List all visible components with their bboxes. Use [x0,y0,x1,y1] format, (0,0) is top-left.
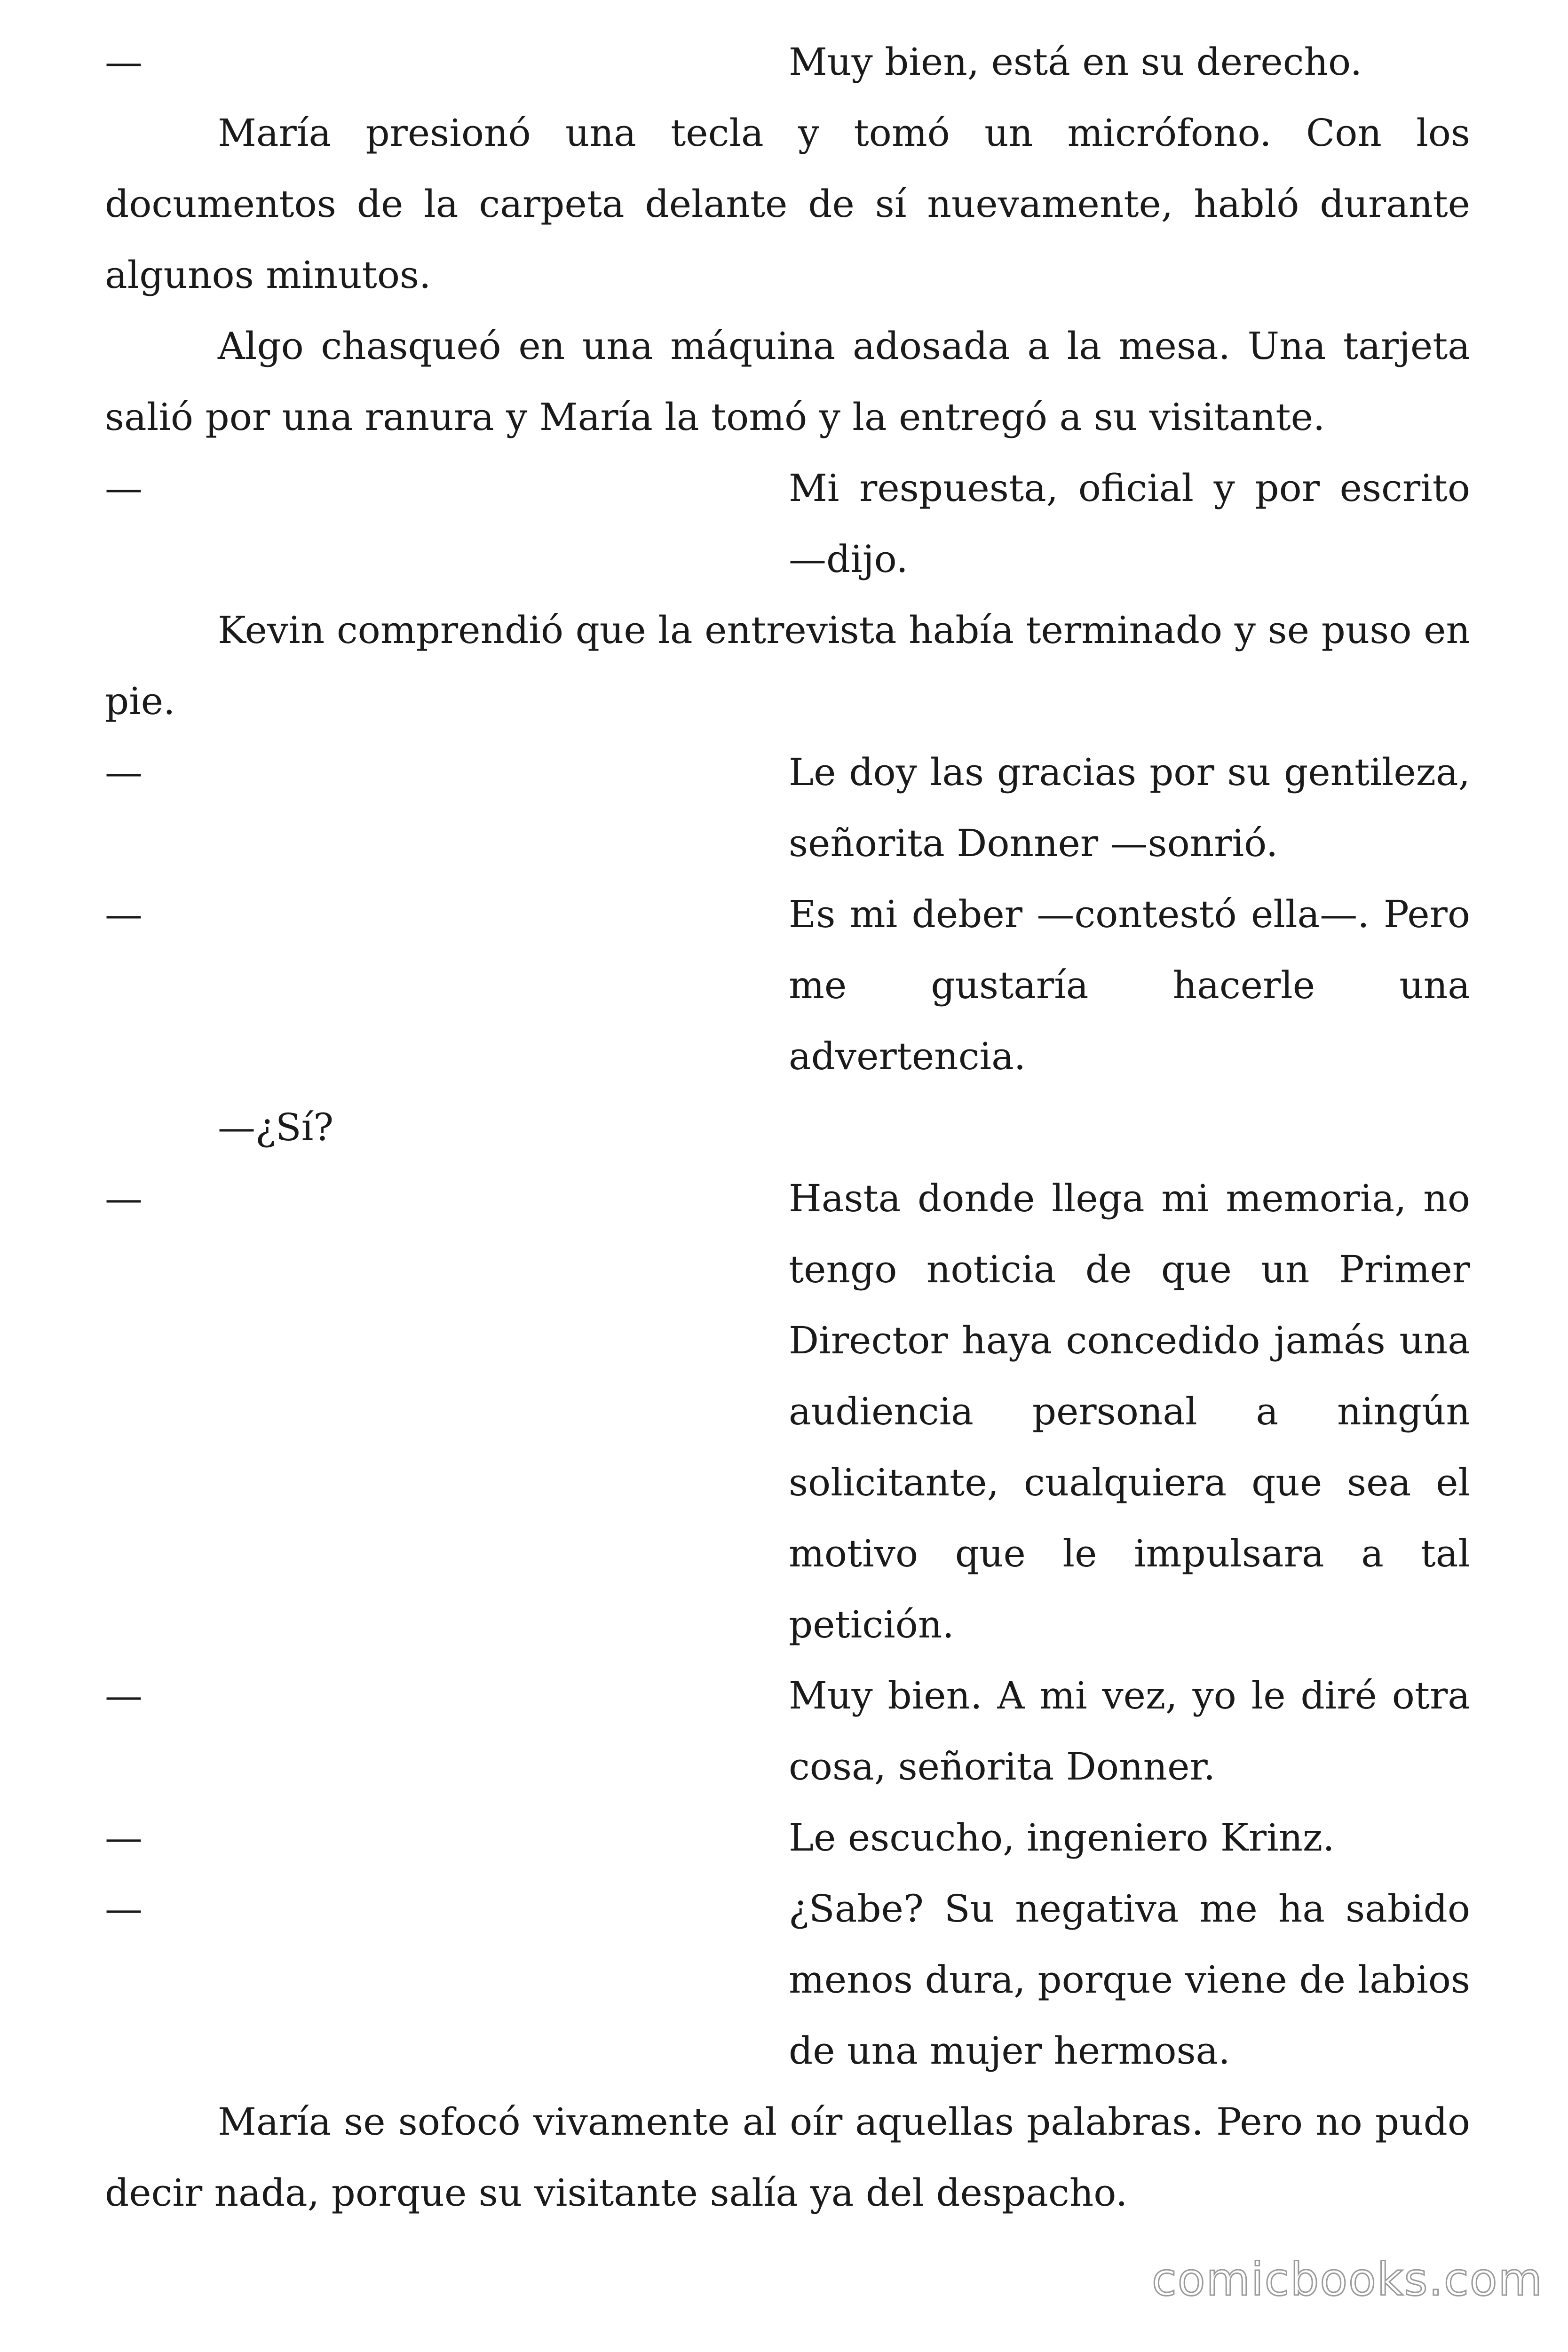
dialogue-short: —¿Sí? [218,1105,334,1149]
paragraph: Algo chasqueó en una máquina adosada a la mesa. Una tarjeta salió por una ranura y María la tomó y la entregó a su visitante. [105,324,1470,439]
page-body [105,26,1470,2228]
dialogue-dash: — [105,1674,143,1717]
dialogue-line [105,453,1470,595]
dialogue-text: Muy bien, está en su derecho. [789,40,1362,84]
dialogue-line [105,1660,1470,1802]
dialogue-dash: — [105,1887,143,1931]
dialogue-text: Hasta donde llega mi memoria, no tengo noticia de que un Primer Director haya concedido jamás una audiencia personal a ningún solicitante, cualquiera que sea el motivo que le impulsara a tal petición. [789,1176,1470,1646]
dialogue-dash: — [105,1816,143,1859]
dialogue-text: Mi respuesta, oficial y por escrito —dijo. [789,466,1470,581]
watermark: comicbooks.com [1151,2253,1543,2306]
dialogue-text: Es mi deber —contestó ella—. Pero me gustaría hacerle una advertencia. [789,892,1470,1078]
paragraph: Kevin comprendió que la entrevista había terminado y se puso en pie. [105,608,1470,723]
paragraph: María se sofocó vivamente al oír aquellas palabras. Pero no pudo decir nada, porque su visitante salía ya del despacho. [105,2100,1470,2215]
dialogue-line [105,1873,1470,2086]
dialogue-line [105,26,1470,97]
paragraph: María presionó una tecla y tomó un micrófono. Con los documentos de la carpeta delante de sí nuevamente, habló durante algunos minutos. [105,111,1470,297]
dialogue-dash: — [105,40,143,84]
dialogue-text: Le doy las gracias por su gentileza, señorita Donner —sonrió. [789,750,1470,865]
dialogue-dash: — [105,892,143,936]
dialogue-dash: — [105,466,143,510]
dialogue-line [105,1802,1470,1873]
dialogue-line [105,879,1470,1092]
dialogue-dash: — [105,750,143,794]
dialogue-text: ¿Sabe? Su negativa me ha sabido menos dura, porque viene de labios de una mujer hermosa. [789,1887,1470,2073]
dialogue-text: Le escucho, ingeniero Krinz. [789,1816,1335,1859]
dialogue-dash: — [105,1176,143,1220]
dialogue-line [105,737,1470,879]
dialogue-line [105,1163,1470,1660]
dialogue-text: Muy bien. A mi vez, yo le diré otra cosa, señorita Donner. [789,1674,1470,1788]
